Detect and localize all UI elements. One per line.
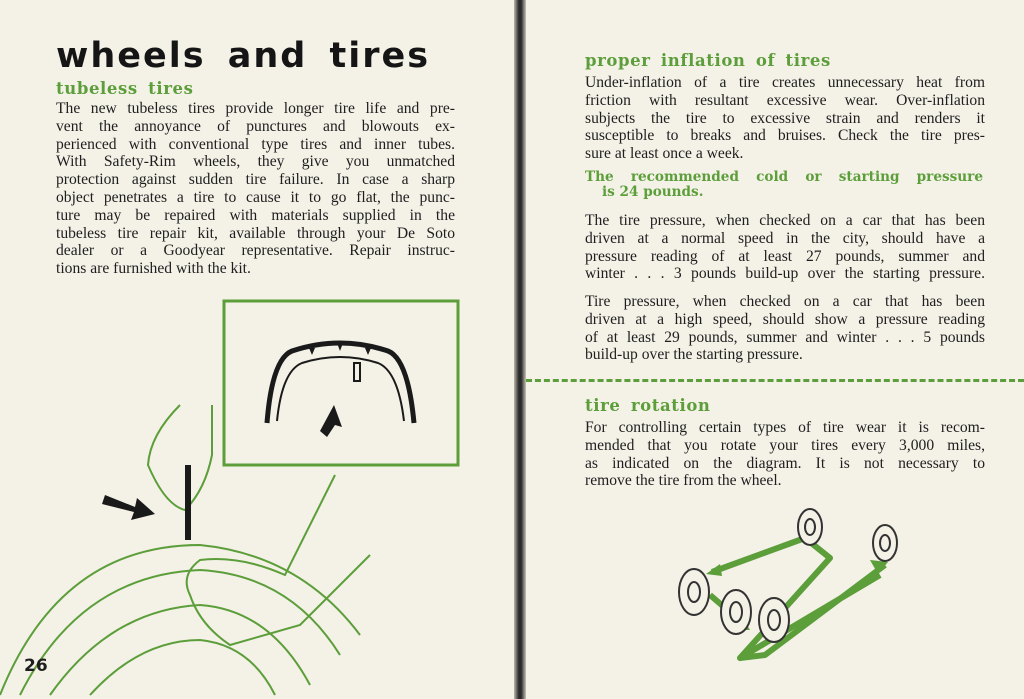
text-line: The recommended cold or starting pressure [585, 169, 983, 185]
tubeless-tires-text [56, 100, 455, 278]
text-line: The tire pressure, when checked on a car that has been [585, 212, 985, 229]
inflation-paragraph-1 [585, 74, 985, 163]
tire-rotation-text [585, 419, 985, 490]
page-number: 26 [24, 656, 48, 676]
text-line: With Safety-Rim wheels, they give you unmatched [56, 153, 455, 171]
text-line: dealer or a Goodyear representative. Repair instruc- [56, 242, 455, 260]
inflation-paragraph-3 [585, 293, 985, 364]
text-line: For controlling certain types of tire wear it is recom- [585, 419, 985, 436]
text-line: tubeless tire repair kit, available through your De Soto [56, 224, 455, 242]
text-line: Tire pressure, when checked on a car that has been [585, 293, 985, 310]
text-line: perienced with conventional type tires and inner tubes. [56, 135, 455, 153]
text-line: as indicated on the diagram. It is not necessary to [585, 454, 985, 472]
text-line: protection against sudden tire failure. In case a sharp [56, 171, 455, 189]
text-line: tions are furnished with the kit. [56, 260, 251, 278]
text-line: driven at a normal speed in the city, should have a [585, 229, 985, 247]
text-line: winter . . . 3 pounds build-up over the starting pressure. [585, 265, 985, 283]
text-line: is 24 pounds. [602, 184, 704, 200]
text-line: Under-inflation of a tire creates unnecessary heat from [585, 74, 985, 91]
text-line: The new tubeless tires provide longer tire life and pre- [56, 100, 455, 117]
text-line: friction with resultant excessive wear. Over-inflation [585, 91, 985, 109]
text-line: mended that you rotate your tires every 3,000 miles, [585, 436, 985, 454]
text-line: driven at a high speed, should show a pressure reading [585, 310, 985, 328]
text-line: sure at least once a week. [585, 145, 744, 163]
text-line: vent the annoyance of punctures and blowouts ex- [56, 117, 455, 135]
inflation-paragraph-2 [585, 212, 985, 283]
tire-rotation-diagram [670, 500, 910, 670]
page-title: wheels and tires [56, 36, 431, 76]
text-line: subjects the tire to excessive strain and renders it [585, 109, 985, 127]
section-divider [526, 379, 1024, 382]
tire-repair-illustration [0, 395, 380, 699]
text-line: susceptible to breaks and bruises. Check the tire pres- [585, 127, 985, 145]
text-line: of at least 29 pounds, summer and winter . . . 5 pounds [585, 328, 985, 346]
text-line: remove the tire from the wheel. [585, 472, 782, 490]
tubeless-tires-heading: tubeless tires [56, 79, 194, 98]
book-spine [514, 0, 526, 699]
proper-inflation-heading: proper inflation of tires [585, 51, 831, 70]
text-line: pressure reading of at least 27 pounds, summer and [585, 247, 985, 265]
tire-rotation-heading: tire rotation [585, 396, 711, 415]
recommended-pressure-callout [585, 170, 983, 200]
text-line: build-up over the starting pressure. [585, 346, 803, 364]
text-line: object penetrates a tire to cause it to go flat, the punc- [56, 188, 455, 206]
text-line: ture may be repaired with materials supplied in the [56, 206, 455, 224]
